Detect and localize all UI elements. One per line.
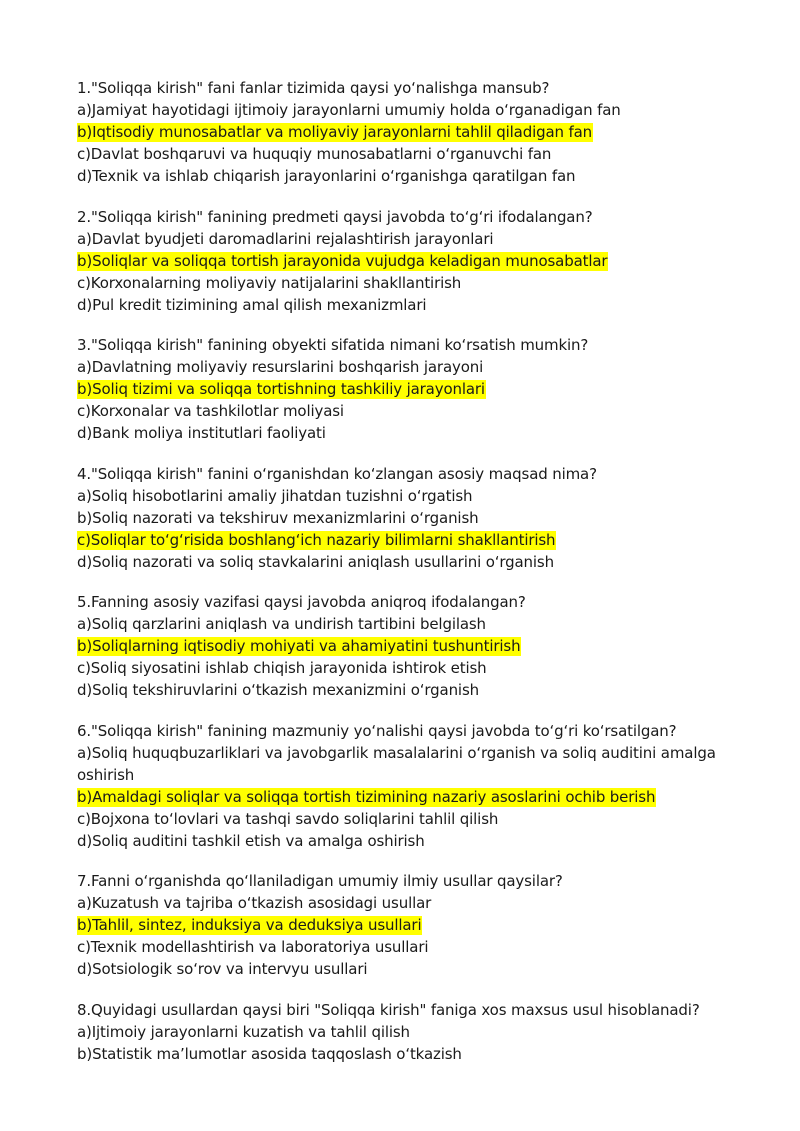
answer-option	[77, 551, 760, 573]
answer-option	[77, 400, 760, 422]
answer-option-correct	[77, 635, 760, 657]
answer-option-correct	[77, 786, 760, 808]
answer-option-text: c)Texnik modellashtirish va laboratoriya usullari	[77, 938, 429, 956]
answer-option-text: a)Kuzatush va tajriba o‘tkazish asosidagi usullar	[77, 894, 432, 912]
question-text: 4."Soliqqa kirish" fanini o‘rganishdan ko‘zlangan asosiy maqsad nima?	[77, 464, 597, 483]
question-block	[77, 591, 760, 701]
question-block	[77, 463, 760, 573]
answer-option-text: c)Korxonalarning moliyaviy natijalarini shakllantirish	[77, 273, 462, 292]
question-block	[77, 720, 760, 852]
answer-option	[77, 99, 760, 121]
answer-option	[77, 742, 760, 786]
answer-option-correct	[77, 914, 760, 936]
answer-option	[77, 485, 760, 507]
answer-option-correct	[77, 378, 760, 400]
answer-option	[77, 808, 760, 830]
answer-option-text: d)Sotsiologik so‘rov va intervyu usullari	[77, 960, 368, 978]
answer-option-text: d)Soliq tekshiruvlarini o‘tkazish mexanizmini o‘rganish	[77, 681, 479, 699]
question-text: 7.Fanni o‘rganishda qo‘llaniladigan umumiy ilmiy usullar qaysilar?	[77, 872, 563, 890]
answer-option	[77, 165, 760, 187]
question-text: 5.Fanning asosiy vazifasi qaysi javobda aniqroq ifodalangan?	[77, 593, 526, 611]
question-text: 6."Soliqqa kirish" fanining mazmuniy yo‘nalishi qaysi javobda to‘g‘ri ko‘rsatilgan?	[77, 721, 677, 740]
answer-option-correct	[77, 250, 760, 272]
question-block	[77, 870, 760, 980]
answer-option-text: a)Ijtimoiy jarayonlarni kuzatish va tahlil qilish	[77, 1022, 410, 1041]
question-block	[77, 999, 760, 1065]
answer-option-text: c)Soliq siyosatini ishlab chiqish jarayonida ishtirok etish	[77, 659, 487, 677]
answer-option-text: b)Soliq tizimi va soliqqa tortishning tashkiliy jarayonlari	[77, 380, 485, 398]
answer-option-text: a)Davlat byudjeti daromadlarini rejalashtirish jarayonlari	[77, 229, 494, 248]
answer-option-text: b)Soliq nazorati va tekshiruv mexanizmlarini o‘rganish	[77, 508, 479, 527]
answer-option	[77, 272, 760, 294]
answer-option	[77, 356, 760, 378]
answer-option	[77, 679, 760, 701]
answer-option	[77, 958, 760, 980]
answer-option-text: b)Tahlil, sintez, induksiya va deduksiya usullari	[77, 916, 422, 934]
answer-option-text: b)Amaldagi soliqlar va soliqqa tortish tizimining nazariy asoslarini ochib berish	[77, 787, 656, 806]
answer-option	[77, 1021, 760, 1043]
answer-option-text: a)Soliq hisobotlarini amaliy jihatdan tuzishni o‘rgatish	[77, 486, 473, 505]
answer-option-text: d)Bank moliya institutlari faoliyati	[77, 424, 326, 442]
question-block	[77, 334, 760, 444]
answer-option-text: c)Soliqlar to‘g‘risida boshlang‘ich nazariy bilimlarni shakllantirish	[77, 530, 556, 549]
answer-option	[77, 507, 760, 529]
answer-option-text: b)Soliqlarning iqtisodiy mohiyati va ahamiyatini tushuntirish	[77, 637, 521, 655]
answer-option	[77, 294, 760, 316]
answer-option-text: c)Bojxona to‘lovlari va tashqi savdo soliqlarini tahlil qilish	[77, 809, 499, 828]
answer-option-text: a)Davlatning moliyaviy resurslarini boshqarish jarayoni	[77, 358, 484, 376]
question-text: 1."Soliqqa kirish" fani fanlar tizimida qaysi yo‘nalishga mansub?	[77, 79, 550, 97]
answer-option-text: b)Iqtisodiy munosabatlar va moliyaviy jarayonlarni tahlil qiladigan fan	[77, 123, 593, 141]
answer-option-text: d)Soliq auditini tashkil etish va amalga oshirish	[77, 831, 425, 850]
question-text: 2."Soliqqa kirish" fanining predmeti qaysi javobda to‘g‘ri ifodalangan?	[77, 207, 593, 226]
answer-option-text: d)Soliq nazorati va soliq stavkalarini aniqlash usullarini o‘rganish	[77, 552, 554, 571]
answer-option-text: a)Soliq huquqbuzarliklari va javobgarlik masalalarini o‘rganish va soliq auditini amalga oshirish	[77, 743, 716, 784]
question-block	[77, 206, 760, 316]
answer-option	[77, 228, 760, 250]
answer-option	[77, 143, 760, 165]
answer-option-text: d)Pul kredit tizimining amal qilish mexanizmlari	[77, 295, 427, 314]
answer-option	[77, 613, 760, 635]
question-text: 8.Quyidagi usullardan qaysi biri "Soliqqa kirish" faniga xos maxsus usul hisoblanadi?	[77, 1000, 700, 1019]
answer-option-correct	[77, 121, 760, 143]
answer-option-text: b)Statistik ma’lumotlar asosida taqqoslash o‘tkazish	[77, 1044, 462, 1063]
answer-option-text: c)Davlat boshqaruvi va huquqiy munosabatlarni o‘rganuvchi fan	[77, 145, 552, 163]
answer-option	[77, 422, 760, 444]
answer-option-text: c)Korxonalar va tashkilotlar moliyasi	[77, 402, 344, 420]
question-text: 3."Soliqqa kirish" fanining obyekti sifatida nimani ko‘rsatish mumkin?	[77, 336, 589, 354]
answer-option	[77, 1043, 760, 1065]
answer-option	[77, 936, 760, 958]
answer-option	[77, 657, 760, 679]
answer-option-text: a)Jamiyat hayotidagi ijtimoiy jarayonlarni umumiy holda o‘rganadigan fan	[77, 101, 621, 119]
question-block	[77, 77, 760, 187]
answer-option-text: d)Texnik va ishlab chiqarish jarayonlarini o‘rganishga qaratilgan fan	[77, 167, 576, 185]
answer-option	[77, 830, 760, 852]
answer-option-correct	[77, 529, 760, 551]
answer-option-text: b)Soliqlar va soliqqa tortish jarayonida vujudga keladigan munosabatlar	[77, 251, 608, 270]
answer-option-text: a)Soliq qarzlarini aniqlash va undirish tartibini belgilash	[77, 615, 486, 633]
answer-option	[77, 892, 760, 914]
